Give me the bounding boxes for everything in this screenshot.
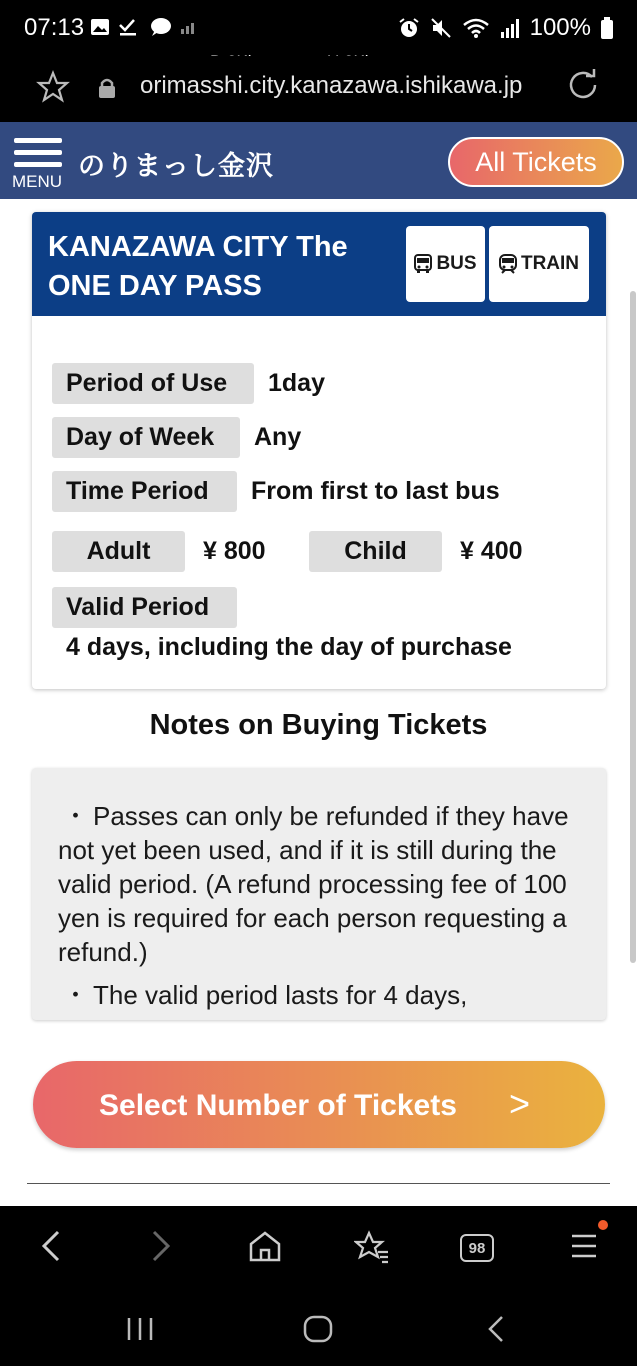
status-right [398, 14, 613, 42]
notes-heading: Notes on Buying Tickets [149, 709, 488, 741]
bookmarks-icon[interactable] [354, 1230, 390, 1264]
system-navigation [0, 1290, 637, 1366]
status-bar [0, 0, 637, 56]
mute-icon [430, 17, 452, 39]
back-icon[interactable] [38, 1228, 66, 1264]
lock-icon [98, 78, 116, 98]
recent-apps-icon[interactable] [126, 1316, 154, 1342]
pass-title: KANAZAWA CITY The ONE DAY PASS [48, 231, 348, 302]
bookmark-star-icon[interactable] [36, 70, 70, 104]
wifi-icon [462, 17, 490, 39]
note-text: The valid period lasts for 4 days, [93, 980, 468, 1010]
menu-icon[interactable] [570, 1232, 598, 1260]
signal-icon [500, 18, 520, 38]
menu-label: MENU [12, 172, 63, 191]
child-label: Child [309, 531, 442, 572]
reload-icon[interactable] [566, 68, 600, 102]
signal-small-icon [180, 20, 196, 34]
adult-label: Adult [52, 531, 185, 572]
time-period-label: Time Period [52, 471, 237, 512]
bus-badge [406, 226, 485, 302]
forward-icon[interactable] [146, 1228, 174, 1264]
note-bullet: ・ [62, 801, 89, 831]
browser-toolbar [0, 1206, 637, 1290]
battery-percent: 100% [529, 14, 591, 41]
note-item [58, 799, 588, 969]
battery-icon [601, 17, 613, 39]
bus-icon [414, 254, 432, 274]
home-icon[interactable] [248, 1230, 282, 1262]
status-time: 07:13 [24, 14, 85, 41]
menu-button[interactable] [12, 136, 72, 191]
hamburger-icon [14, 138, 62, 143]
gallery-icon [90, 17, 110, 37]
url-bar [0, 56, 637, 122]
status-notification-icons [90, 16, 196, 38]
valid-period-value: 4 days, including the day of purchase [66, 633, 512, 661]
period-of-use-value: 1day [268, 369, 325, 397]
pass-card-header [32, 212, 606, 316]
task-check-icon [118, 17, 140, 37]
tabs-count: 98 [468, 1239, 486, 1257]
url-text[interactable]: orimasshi.city.kanazawa.ishikawa.jp [140, 72, 523, 99]
bus-label: BUS [436, 253, 477, 274]
day-of-week-value: Any [254, 423, 302, 451]
divider [27, 1183, 610, 1184]
note-item [58, 978, 588, 1012]
train-icon [499, 254, 517, 274]
train-label: TRAIN [520, 253, 580, 274]
all-tickets-button[interactable]: All Tickets [448, 137, 624, 187]
select-button-label: Select Number of Tickets [99, 1089, 457, 1122]
home-button-icon[interactable] [302, 1314, 334, 1344]
select-number-of-tickets-button[interactable] [33, 1061, 605, 1148]
main-content [0, 199, 637, 1206]
train-badge [489, 226, 589, 302]
system-back-icon[interactable] [484, 1314, 508, 1344]
adult-price: ¥ 800 [203, 537, 266, 565]
notification-dot [598, 1220, 608, 1230]
scrollbar[interactable] [630, 291, 636, 963]
child-price: ¥ 400 [460, 537, 523, 565]
chevron-right-icon: > [509, 1083, 531, 1124]
valid-period-label: Valid Period [52, 587, 237, 628]
note-text: Passes can only be refunded if they have not yet been used, and if it is still during the valid period. (A refund processing fee of 100 yen is required for each person requesting a refund.) [58, 801, 569, 967]
note-bullet: ・ [62, 980, 89, 1010]
period-of-use-label: Period of Use [52, 363, 254, 404]
alarm-icon [398, 17, 420, 39]
notes-box [32, 768, 606, 1020]
day-of-week-label: Day of Week [52, 417, 240, 458]
chat-icon [148, 16, 172, 38]
time-period-value: From first to last bus [251, 477, 500, 505]
site-title[interactable]: のりまっし金沢 [78, 151, 274, 181]
tabs-icon[interactable] [460, 1234, 494, 1262]
pass-card [32, 212, 606, 689]
